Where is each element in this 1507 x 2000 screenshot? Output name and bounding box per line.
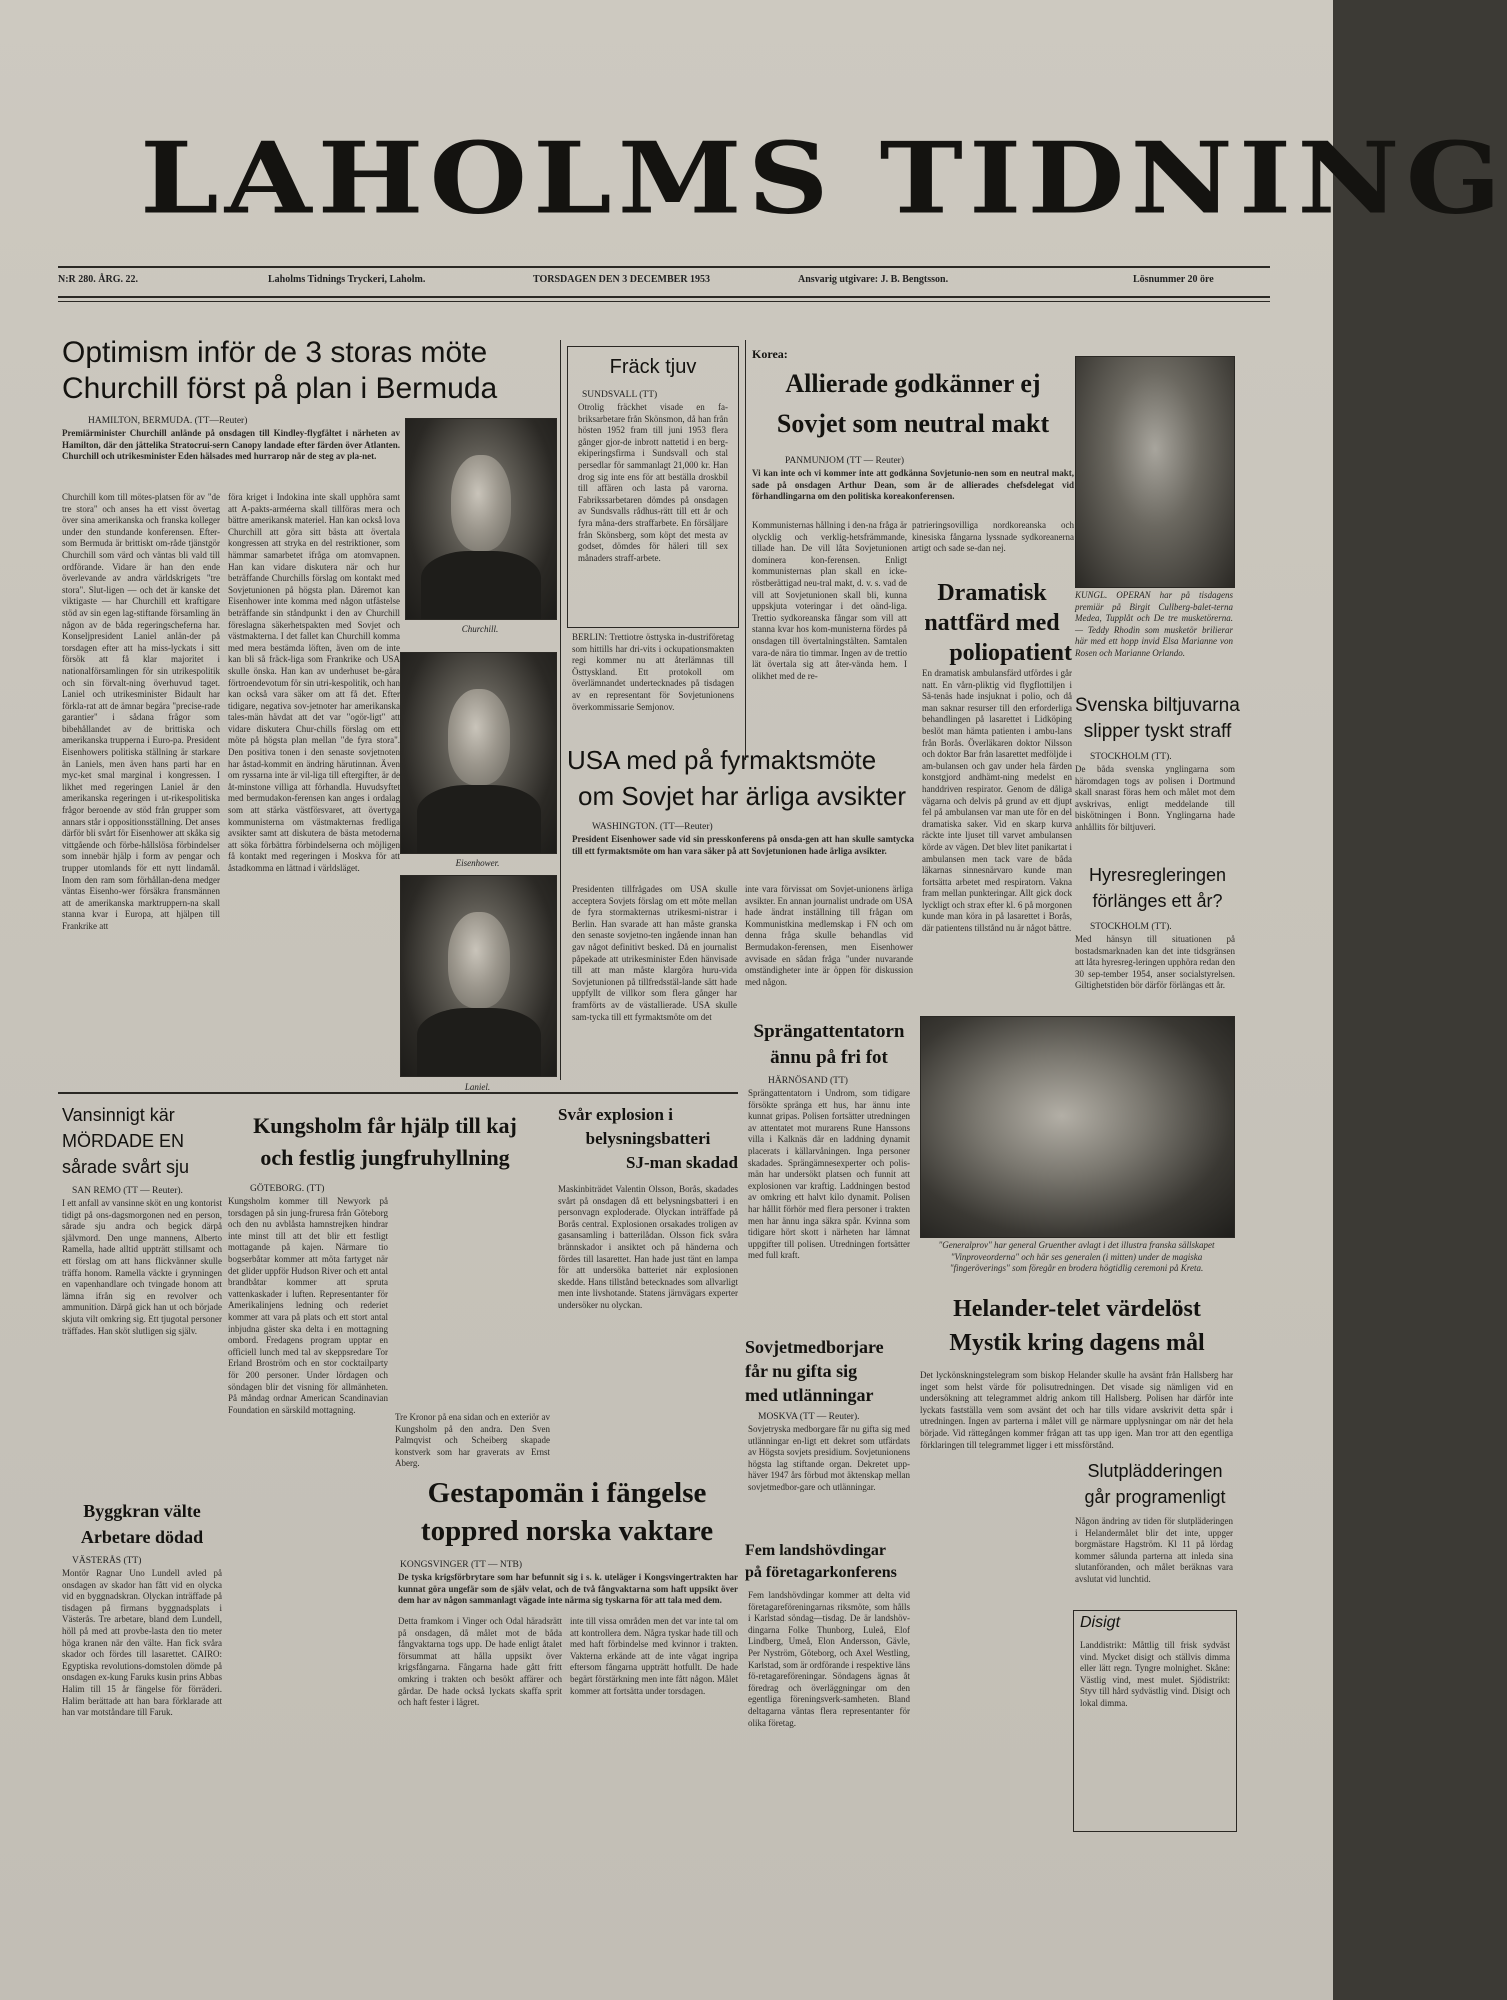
sj-headline-2: belysningsbatteri bbox=[585, 1129, 711, 1148]
sovjetmed-headline-2: får nu gifta sig bbox=[745, 1361, 858, 1381]
frack-body: Otrolig fräckhet visade en fa-briksarbetare från Skönsmon, då han från hösten 1952 fram till juni 1953 flera gånger gjor-de inbrott nattetid i en berg-ekiperingsfirma i Sundsvall och stal persedlar för sammanlagt 21,000 kr. Han drog sig inte ens för att beställa droskbil till affären och lasta på varorna. Fabrikssarbetaren dömdes på onsdagen av Sundsvalls rådhus-rätt till ett år och fyra måna-ders straffarbete. En försäljare från Skönsberg, som köpt det mesta av godset, dömdes för häleri till sex månaders straff-arbete. bbox=[578, 402, 728, 563]
frack-headline: Fräck tjuv bbox=[609, 356, 697, 378]
gestapo-headline-2: toppred norska vaktare bbox=[420, 1515, 714, 1547]
ballet-photo bbox=[1075, 356, 1235, 588]
kungsholm-dateline: GÖTEBORG. (TT) bbox=[250, 1184, 325, 1194]
sj-headline-1: Svår explosion i bbox=[558, 1105, 673, 1124]
sovjetmed-body: Sovjetryska medborgare får nu gifta sig med utlänningar en-ligt ett dekret som utfärdats av Högsta sovjets presidium. Sovjetunionens högsta lag stiftande organ. Dekretet upp-häver 1947 års förbud mot äktenskap mellan sovjetmedbor-gare och utlänningar. bbox=[748, 1424, 910, 1492]
biljett-body: De båda svenska ynglingarna som häromdagen togs av polisen i Dortmund skall snarast föras hem och målet mot dem avskrivas, enligt meddelande till biskötningen i Bonn. Ynglingarna hade anhållits för biltjuveri. bbox=[1075, 764, 1235, 832]
generalprov-caption: "Generalprov" har general Gruenther avlagt i det illustra franska sällskapet "Vinproveorderna" och här ses generalen (i mitten) under de magiska "fingeröverings" som föregår en brodera högtidlig ceremoni på Kreta. bbox=[938, 1240, 1215, 1274]
vansinnigt-headline-2: MÖRDADE EN bbox=[62, 1131, 185, 1151]
sprang-headline-1: Sprängattentatorn bbox=[753, 1021, 905, 1042]
usa-column-2: inte vara förvissat om Sovjet-unionens ärliga avsikter. En annan journalist undrade om USA hade ändrat inställning till frågan om Kommunistkina medlemskap i FN och om denna fråga skulle behandlas vid Bermudakon-ferensen, men Eisenhower avvisade en sådan fråga "under nuvarande omständigheter inte är öppen för diskussion med någon. bbox=[745, 884, 913, 987]
gestapo-intro: De tyska krigsförbrytare som har befunnit sig i s. k. uteläger i Kongsvingertrakten har kunnat göra ungefär som de själv velat, och de två fångvaktarna som haft uppsikt över dem har av någon sammanlagt vägade inte närma sig tyskarna för att tala med dem. bbox=[398, 1572, 738, 1606]
kungsholm-headline-1: Kungsholm får hjälp till kaj bbox=[253, 1113, 517, 1138]
printer-name: Laholms Tidnings Tryckeri, Laholm. bbox=[268, 274, 426, 285]
column-rule bbox=[560, 340, 561, 1080]
gestapo-headline-1: Gestapomän i fängelse bbox=[427, 1477, 707, 1509]
korea-intro: Vi kan inte och vi kommer inte att godkänna Sovjetunio-nen som en neutral makt, sade på onsdagen Arthur Dean, som är de allierades chefsdelegat vid förhandlingarna om den politiska koreakonferensen. bbox=[752, 468, 1074, 502]
disigt-body: Landdistrikt: Måttlig till frisk sydväst vind. Mycket disigt och ställvis dimma eller lätt regn. Tyngre molnighet. Skåne: Västlig vind, mest mulet. Sjödistrikt: Styv till hård sydvästlig vind. Disigt och lokal dimma. bbox=[1080, 1640, 1230, 1708]
usa-headline-2: om Sovjet har ärliga avsikter bbox=[577, 781, 907, 811]
frack-dateline: SUNDSVALL (TT) bbox=[582, 390, 658, 400]
sovjetmed-headline-1: Sovjetmedborjare bbox=[745, 1337, 884, 1357]
sovjetmed-dateline: MOSKVA (TT — Reuter). bbox=[758, 1412, 860, 1422]
korea-headline-1: Allierade godkänner ej bbox=[785, 369, 1041, 398]
hyres-headline-1: Hyresregleringen bbox=[1088, 865, 1227, 885]
hyres-body: Med hänsyn till situationen på bostadsmarknaden kan det inte tidsgränsen att låta hyresreg-leringen upphöra redan den 30 sep-tember 1954, anser socialstyrelsen. Giltighetstiden bör därför förlängas ett år. bbox=[1075, 934, 1235, 991]
dramatisk-headline-3: poliopatient bbox=[949, 640, 1072, 666]
laniel-photo bbox=[400, 875, 557, 1077]
korea-headline-2: Sovjet som neutral makt bbox=[776, 409, 1050, 438]
fem-headline-2: på företagarkonferens bbox=[745, 1564, 897, 1581]
issue-price: Lösnummer 20 öre bbox=[1133, 274, 1214, 285]
masthead-rule-thin bbox=[58, 301, 1270, 302]
issue-number: N:R 280. ÅRG. 22. bbox=[58, 274, 138, 285]
biljett-headline-1: Svenska biltjuvarna bbox=[1075, 695, 1240, 716]
lead-headline-1: Optimism inför de 3 storas möte bbox=[62, 336, 488, 369]
berlin-body: BERLIN: Trettiotre östtyska in-dustriföretag som hittills har dri-vits i ockupationsmakten regi kommer nu att återlämnas till Östtyskland. Ett protokoll om överlämnandet undertecknades på tisdagen av en representant för Sovjetunionens överkommissarie Semjonov. bbox=[572, 632, 734, 712]
tre-kronor-body: Tre Kronor på ena sidan och en exteriör av Kungsholm på den andra. Den Sven Palmqvist och Scheiberg skapade konstverk som har graverats av Ernst Aberg. bbox=[395, 1412, 550, 1469]
gestapo-column-1: Detta framkom i Vinger och Odal häradsrätt på onsdagen, då målet mot de båda fångvaktarna togs upp. De hade enligt åtalet försummat att hålla uppsikt över krigsfångarna. Fångarna hade gått fritt omkring i trakten och besökt affärer och gårdar. De hade också lyckats skaffa sprit och haft fester i lägret. bbox=[398, 1616, 562, 1708]
usa-column-1: Presidenten tillfrågades om USA skulle acceptera Sovjets förslag om ett möte mellan de fyra stormakternas utrikesmi-nistrar i Berlin. Han svarade att han måste granska den senaste sovjetno-ten ingående innan han gav något definitivt besked. Då en journalist påpekade att utrikesminister Eden hänvisade till att man måste klargöra huru-vida Sovjetunionen på tillfredsstäl-lande sätt hade uppfyllt de villkor som flera gånger har framförts av de västallierade. USA skulle sam-tycka till ett fyrmaktsmöte om det bbox=[572, 884, 737, 1022]
byggkran-headline-1: Byggkran välte bbox=[83, 1501, 201, 1521]
lead-intro: Premiärminister Churchill anlände på onsdagen till Kindley-flygfältet i närheten av Hamilton, där den jättelika Stratocrui-sern Canopy landade efter färden över Atlanten. Churchill och utrikesminister Eden hälsades med hurrarop när de steg av pla-net. bbox=[62, 428, 400, 462]
editor-name: Ansvarig utgivare: J. B. Bengtsson. bbox=[798, 274, 949, 285]
biljett-headline-2: slipper tyskt straff bbox=[1083, 721, 1232, 742]
korea-rule bbox=[745, 340, 746, 760]
fem-body: Fem landshövdingar kommer att delta vid företagareföreningarnas riksmöte, som hålls i Karlstad söndag—tisdag. De är landshöv-dingarna Folke Thunborg, Luleå, Elof Lindberg, Umeå, Elon Andersson, Gävle, Per Nyström, Göteborg, och Axel Westling, Karlstad, som är ordförande i respektive läns fö-retagareföreningar. Söndagens ägnas åt föredrag och överläggningar om den egentliga föreningsverk-samheten. Bland deltagarna väntas flera representanter för olika företag. bbox=[748, 1590, 910, 1728]
slut-headline-1: Slutplädderingen bbox=[1087, 1461, 1223, 1481]
fem-headline-1: Fem landshövdingar bbox=[745, 1542, 886, 1559]
sprang-body: Sprängattentatorn i Undrom, som tidigare försökte spränga ett hus, har ännu inte kunnat gripas. Polisen fortsätter utredningen av attentatet mot murarens Rune Hanssons villa i Kalknäs där en laddning dynamit placerats i källarvåningen. Inga personer skadades. Sprängämnesexperter och polis-män har undersökt platsen och funnit att explosionen var kraftig. Laddningen bestod av omkring ett halvt kilo dynamit. Polisen har hållit förhör med flera personer i trakten men har ännu inga säkra spår. Kvinna som tidigare hört skott i närheten har lämnat uppgifter till polisen. Utredningen fortsätter med full kraft. bbox=[748, 1088, 910, 1261]
sovjetmed-headline-3: med utlänningar bbox=[745, 1385, 874, 1405]
helander-body: Det lyckönskningstelegram som biskop Helander skulle ha avsänt från Hallsberg har inget som helst värde för polisutredningen. Det visade sig nämligen vid en undersökning att telegrammet aldrig ankom till Hallsberg. Polisen har därför inte lyckats fastställa vem som avsänt det och har tills vidare avskrivit detta spår i utredningen. Ingen av parterna i målet vill ge närmare upplysningar om när det hela började. Vid rättegången kommer frågan att tas upp igen. Man tror att den egentliga förklaringen till telegrammet ligger i ett missförstånd. bbox=[920, 1370, 1233, 1450]
gestapo-column-2: inte till vissa områden men det var inte tal om att kontrollera dem. Några tyskar hade till och med haft förbindelse med kvinnor i trakten. Vakterna erkände att de inte vågat ingripa eftersom fångarna uppträtt hotfullt. De hade begärt förstärkning men inte fått någon. Målet kommer att fortsätta under torsdagen. bbox=[570, 1616, 738, 1696]
lead-headline-2: Churchill först på plan i Bermuda bbox=[62, 372, 498, 405]
sj-body: Maskinbiträdet Valentin Olsson, Borås, skadades svårt på onsdagen då ett belysningsbatteri i en personvagn exploderade. Olyckan inträffade på Borås central. Explosionen orsakades troligen av gasansamling i batterilådan. Olsson fick svåra brännskador i ansiktet och på händerna och fördes till lasarettet. Han hade just tänt en lampa för att undersöka batteriet när explosionen skedde. Hans tillstånd betecknades som allvarligt men inte livshotande. Statens järnvägars experter undersöker nu olyckan. bbox=[558, 1184, 738, 1310]
usa-headline-1: USA med på fyrmaktsmöte bbox=[567, 745, 877, 775]
sprang-dateline: HÄRNÖSAND (TT) bbox=[768, 1076, 848, 1086]
helander-headline-1: Helander-telet värdelöst bbox=[953, 1296, 1201, 1322]
kungsholm-headline-2: och festlig jungfruhyllning bbox=[260, 1145, 510, 1170]
korea-column-2: patrieringsovilliga nordkoreanska och kinesiska fångarna lyssnade sydkoreanerna artigt och sade se-dan nej. bbox=[912, 520, 1074, 554]
usa-dateline: WASHINGTON. (TT—Reuter) bbox=[592, 822, 713, 832]
eisenhower-photo bbox=[400, 652, 557, 854]
lead-column-2: föra kriget i Indokina inte skall upphöra samt att A-pakts-arméerna skall tillföras mera och bättre amerikansk materiel. Han kan också lova Churchill att göra sitt bästa att övertala kongressen att stryka en del restriktioner, som hämmar samarbetet ifråga om atomvapnen. Han kan vidare diskutera när och hur beträffande Churchills förslag om kontakt med Sovjetunionen på högsta plan. Däremot kan Eisenhower inte komma med någon utfästelse beträffande sin ståndpunkt i den av Churchill föreslagna säkerhetspakten med Sovjet och västmakterna. I det fallet kan Churchill komma med mera bestämda löften, även om de inte kan bli så fräck-liga som Frankrike och USA skulle önska. Han kan av underhuset be-gära förtroendevotum för sin utri-kespolitik, och han kan också vara säker om att få det. Efter tidigare, negativa sov-jetnoter har amerikanska tales-män hävdat att det var "ogör-ligt" att vidare diskutera Chur-chills förslag om ett möte på högsta plan mellan "de fyra stora". Den positiva tonen i den senaste sovjetnoten har åstad-kommit en ändring härutinnan. Även om ryssarna inte är vil-liga till eftergifter, är de åt-minstone villiga att förhandla. Huvudsyftet med bermudakon-ferensen kan anges i ordalag som att stärka västförsvaret, att övertyga kommunisterna om västmakternas fredliga avsikter samt att diskutera de bästa metoderna att söka förbättra förbindelserna och möjligen få kontakt med regeringen i Moskva för att åstadkomma en lättnad i världsläget. bbox=[228, 492, 400, 873]
biljett-dateline: STOCKHOLM (TT). bbox=[1090, 752, 1172, 762]
dramatisk-headline-2: nattfärd med bbox=[924, 610, 1060, 636]
vansinnigt-headline-1: Vansinnigt kär bbox=[62, 1105, 175, 1125]
lead-dateline: HAMILTON, BERMUDA. (TT—Reuter) bbox=[88, 416, 248, 426]
gestapo-dateline: KONGSVINGER (TT — NTB) bbox=[400, 1560, 522, 1570]
helander-headline-2: Mystik kring dagens mål bbox=[949, 1330, 1205, 1356]
byggkran-headline-2: Arbetare dödad bbox=[80, 1527, 204, 1547]
masthead-rule-bottom bbox=[58, 296, 1270, 298]
byggkran-body: Montör Ragnar Uno Lundell avled på onsdagen av skador han fått vid en olycka vid en byggnadskran. Olyckan inträffade på tisdagen på firmans byggnadsplats i Västerås. Tre arbetare, bland dem Lundell, höll på med att provbe-lasta den tio meter höga kranen när den välte. Han fick svåra skador och fördes till lasarettet. CAIRO: Egyptiska revolutions-domstolen dömde på onsdagen ex-kung Faruks kusin prins Abbas Halim till 15 år fängelse för förräderi. Halim berättade att han bara förklarade att han var motståndare till Faruk. bbox=[62, 1568, 222, 1718]
section-rule bbox=[58, 1092, 738, 1094]
dramatisk-body: En dramatisk ambulansfärd utfördes i går natt. En vårn-pliktig vid flygflottiljen i Sä-tenäs hade insjuknat i polio, och då man saknar resurser till den erforderliga behandlingen på lasarettet i Lidköping beslöt man hämta patienten i ambu-lans från Borås. Överläkaren doktor Nilsson och doktor Bar från lasarettet medföljde i am-bulansen och gav under hela färden konstgjord andhämt-ning medelst en handdriven respirator. Genom de dåliga vägarna och delvis på grund av ett djupt fel på ambulansen var man ute för en del dramatiska saker. Vid en skarp kurva räckte inte ljuset till varvet ambulansen körde av vägen. Det blev litet panikartat i ambulansen men tack vare de båda läkarnas sinnesnärvaro kunde man fortsätta arbetet med respiratorn. Vakna fram mellan punkteringar. Allt gick dock lyckligt och strax efter kl. 6 på morgonen kunde man köra in på lasarettet i Borås, där patientens tillstånd nu är något bättre. bbox=[922, 668, 1072, 934]
generalprov-photo bbox=[920, 1016, 1235, 1238]
korea-column-1: Kommunisternas hållning i den-na fråga är olycklig och verklig-hetsfrämmande, tillade han. De vill låta Sovjetunionen dominera kon-ferensen. Enligt kommunisternas plan skall en icke-röstberättigad neu-tral makt, d. v. s. vad de vill att Sovjetunionen skall bli, kunna uppskjuta voteringar i det oänd-liga. Trettio sydkoreanska fångar som vill att stanna kvar hos kom-munisterna fördes på onsdagen till övertalningstälten. Samtalen vara-de nära tio timmar. Ingen av de trettio lät övertala sig att åter-vända hem. I olikhet med de re- bbox=[752, 520, 907, 681]
masthead-title: LAHOLMS TIDNING bbox=[140, 121, 1507, 237]
churchill-caption: Churchill. bbox=[461, 624, 499, 634]
ballet-caption: KUNGL. OPERAN har på tisdagens premiär på Birgit Cullberg-balet-terna Medea, Tupplåt och De tre musketörerna. — Teddy Rhodin som musketör brilierar här med ett hopp invid Elsa Marianne von Rosen och Marianne Orlando. bbox=[1075, 590, 1233, 658]
masthead-rule-top bbox=[58, 266, 1270, 268]
kungsholm-body: Kungsholm kommer till Newyork på torsdagen på sin jung-fruresa från Göteborg och den nu avblåsta hamnstrejken hindrar inte minst till att det blir ett festligt mottagande på kajen. Närmare tio bogserbåtar kommer att möta fartyget när det glider uppför Hudson River och ett antal brandbåtar kommer att spruta vattenkaskader i luften. Representanter för Amerikalinjens ledning och rederiet kommer att vara på plats och ett stort antal inbjudna gäster ska delta i en mottagning ombord. Fredagens program upptar en officiell lunch med tal av skeppsredare Tor Erland Broström och en stor cocktailparty för 200 personer. Under lördagen och söndagen blir det visning för allmänheten. På måndag ordnar American Scandinavian Foundation en särskild mottagning. bbox=[228, 1196, 388, 1415]
vansinnigt-headline-3: sårade svårt sju bbox=[62, 1157, 190, 1177]
hyres-dateline: STOCKHOLM (TT). bbox=[1090, 922, 1172, 932]
issue-date: TORSDAGEN DEN 3 DECEMBER 1953 bbox=[533, 274, 711, 285]
lead-column-1: Churchill kom till mötes-platsen för av "de tre stora" och anses ha ett visst övertag över sina amerikanska och franska kolleger under den stundande konferensen. Efter-som Bermuda är brittiskt om-råde tjänstgör Churchill som värd och väntas bli vald till ordförande. Vidare är han den ende överlevande av andra världskrigets "tre stora". Slut-ligen — och det är kanske det viktigaste — har Churchill ett kraftigare stöd av sin egen lag-stiftande församling än någon av de båda regeringscheferna har. Konseljpresident Laniel anlän-der på torsdagen efter att ha miss-lyckats i sitt försök att få klar majoritet i nationalförsamlingen för sin utrikespolitik och sin förvalt-ning överhuvud taget. Laniel och utrikesminister Bidault har förkla-rat att de ämnar begära "precise-rade garantier" i sådana frågor som bibehållandet av de brittiska och amerikanska trupperna i Euro-pa. President Eisenhowers politiska ställning är starkare än Laniels, men även hans parti har en myc-ket smal marginal i kongressen. I likhet med regeringen Laniel är den amerikanska regeringen i ut-rikespolitiska frågor beroende av stöd från grupper som annars står i oppositionsställning. Det anses därför bli svårt för Eisenhower att skåka sig vittgående och förbe-hållslösa förbindelser som innebär hjälp i form av pengar och trupper utomlands för ett nytt lindamål. Inom den ram som förhållan-dena medger väntas Eisenho-wer försäkra fransmännen att de amerikanska marktruppern-na skall stanna kvar i Europa, att hjälpen till Frankrike att bbox=[62, 492, 220, 931]
slut-headline-2: går programenligt bbox=[1084, 1487, 1226, 1507]
vansinnigt-body: I ett anfall av vansinne sköt en ung kontorist tidigt på ons-dagsmorgonen ned en person, sårade sju andra och begick därpå självmord. Den unge mannens, Alberto Ramella, hade alltid uppträtt stillsamt och ett förslag om att hans flickvänner skulle träffa honom. Ramella väckte i grynningen en vapenhandlare och tvingade honom att lämna ifrån sig en revolver och ammunition. Därpå gick han ut och började skjuta vilt omkring sig. Ett tjugotal personer träffades. Han sköt slutligen sig själv. bbox=[62, 1198, 222, 1336]
dramatisk-headline-1: Dramatisk bbox=[937, 580, 1047, 606]
byggkran-dateline: VÄSTERÅS (TT) bbox=[72, 1556, 142, 1566]
korea-kicker: Korea: bbox=[752, 347, 788, 361]
info-line bbox=[58, 270, 1270, 296]
usa-intro: President Eisenhower sade vid sin presskonferens på onsda-gen att han skulle samtycka till ett fyrmaktsmöte om han vara säker på att Sovjetunionen hade ärliga avsikter. bbox=[572, 834, 914, 856]
laniel-caption: Laniel. bbox=[464, 1082, 491, 1092]
sj-headline-3: SJ-man skadad bbox=[626, 1153, 738, 1172]
slut-body: Någon ändring av tiden för slutpläderingen i Helandermålet blir det inte, uppger borgmästare Hagström. Kl 11 på lördag kommer sålunda parterna att inleda sina slutanföranden, och målet beräknas vara avslutat vid lunchtid. bbox=[1075, 1516, 1233, 1584]
korea-dateline: PANMUNJOM (TT — Reuter) bbox=[785, 456, 905, 466]
hyres-headline-2: förlänges ett år? bbox=[1092, 891, 1223, 911]
eisenhower-caption: Eisenhower. bbox=[455, 858, 500, 868]
sprang-headline-2: ännu på fri fot bbox=[770, 1047, 888, 1068]
vansinnigt-dateline: SAN REMO (TT — Reuter). bbox=[72, 1186, 183, 1196]
churchill-photo bbox=[405, 418, 557, 620]
disigt-heading: Disigt bbox=[1080, 1614, 1121, 1631]
